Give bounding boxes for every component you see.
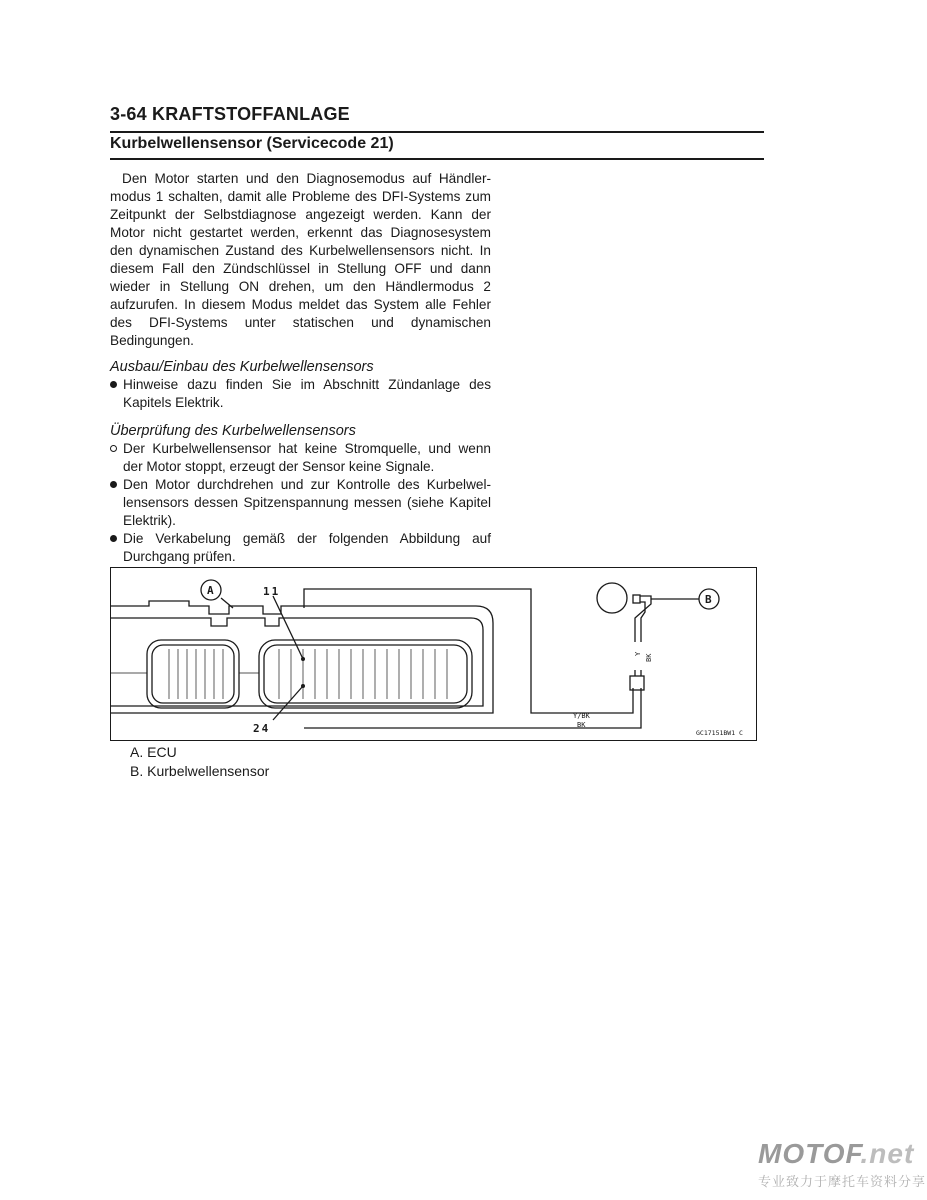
bullet-dot-icon (110, 530, 117, 548)
list-item (110, 476, 491, 530)
sensor-lead-2 (640, 602, 645, 642)
inspection-item-text: Der Kurbelwellensensor hat keine Stromquelle, und wenn der Motor stoppt, erzeugt der Sensor keine Signale. (123, 441, 491, 474)
figure-legend (130, 743, 269, 781)
watermark-tagline: 专业致力于摩托车资料分享 (758, 1174, 927, 1189)
connector-grid (111, 649, 447, 699)
list-item (110, 376, 491, 412)
sensor-plug (633, 595, 640, 603)
intro-paragraph: Den Motor starten und den Diagnosemodus auf Händlermodus 1 schalten, damit alle Probleme des DFI-Systems zum Zeitpunkt der Selbstdiagnose angezeigt werden. Kann der Motor nicht gestartet werden, erkennt das Diagnosesystem den dynamischen Zustand des Kurbelwellensensors nicht. In diesem Fall den Zündschlüssel in Stellung OFF und dann wieder in Stellung ON drehen, um den Händlermodus 2 aufzurufen. In diesem Modus meldet das System alle Fehler des DFI-Systems unter statischen und dynamischen Bedingungen. (110, 171, 491, 348)
legend-item-b: B. Kurbelwellensensor (130, 763, 270, 779)
inspection-item-text: Die Verkabelung gemäß der folgenden Abbildung auf Durchgang prüfen. (123, 531, 491, 564)
sensor-connector (630, 676, 644, 690)
watermark-brand: MOTOF (758, 1138, 861, 1169)
ecu-connector-left (147, 640, 239, 708)
list-item (110, 530, 491, 566)
bullet-dot-icon (110, 476, 117, 494)
watermark-logo (758, 1138, 914, 1170)
chapter-title: 3-64 KRAFTSTOFFANLAGE (110, 104, 350, 124)
callout-b-label: B (705, 593, 712, 606)
wiring-diagram (111, 568, 756, 740)
figure-code: GC17151BW1 C (696, 729, 743, 737)
leader-a (221, 598, 233, 608)
bullet-circle-icon (110, 440, 117, 458)
wiring-figure (110, 567, 757, 741)
inspection-item-text: Den Motor durchdrehen und zur Kontrolle des Kurbelwellensensors dessen Spitzenspannung messen (siehe Kapitel Elektrik). (123, 477, 491, 528)
wire-bk-label: BK (645, 653, 653, 662)
legend-item-a: A. ECU (130, 744, 177, 760)
removal-item-text: Hinweise dazu finden Sie im Abschnitt Zündanlage des Kapitels Elektrik. (123, 377, 491, 410)
callout-a-label: A (207, 584, 214, 597)
wire-bk2-label: BK (577, 721, 586, 729)
pin-11-label: 11 (263, 585, 281, 598)
wire-y-bk (304, 589, 633, 713)
body-text (110, 170, 491, 566)
removal-heading: Ausbau/Einbau des Kurbelwellensensors (110, 359, 374, 375)
wire-y-label: Y (634, 651, 642, 656)
section-rule (110, 158, 764, 160)
crankshaft-sensor (597, 583, 627, 613)
wire-y-bk-label: Y/BK (573, 712, 590, 720)
header-rule (110, 131, 764, 133)
pin-24-label: 24 (253, 722, 271, 735)
list-item (110, 440, 491, 476)
bullet-dot-icon (110, 376, 117, 394)
section-title: Kurbelwellensensor (Servicecode 21) (110, 135, 394, 152)
watermark-tld: .net (860, 1138, 915, 1169)
inspection-heading: Überprüfung des Kurbelwellensensors (110, 423, 356, 439)
